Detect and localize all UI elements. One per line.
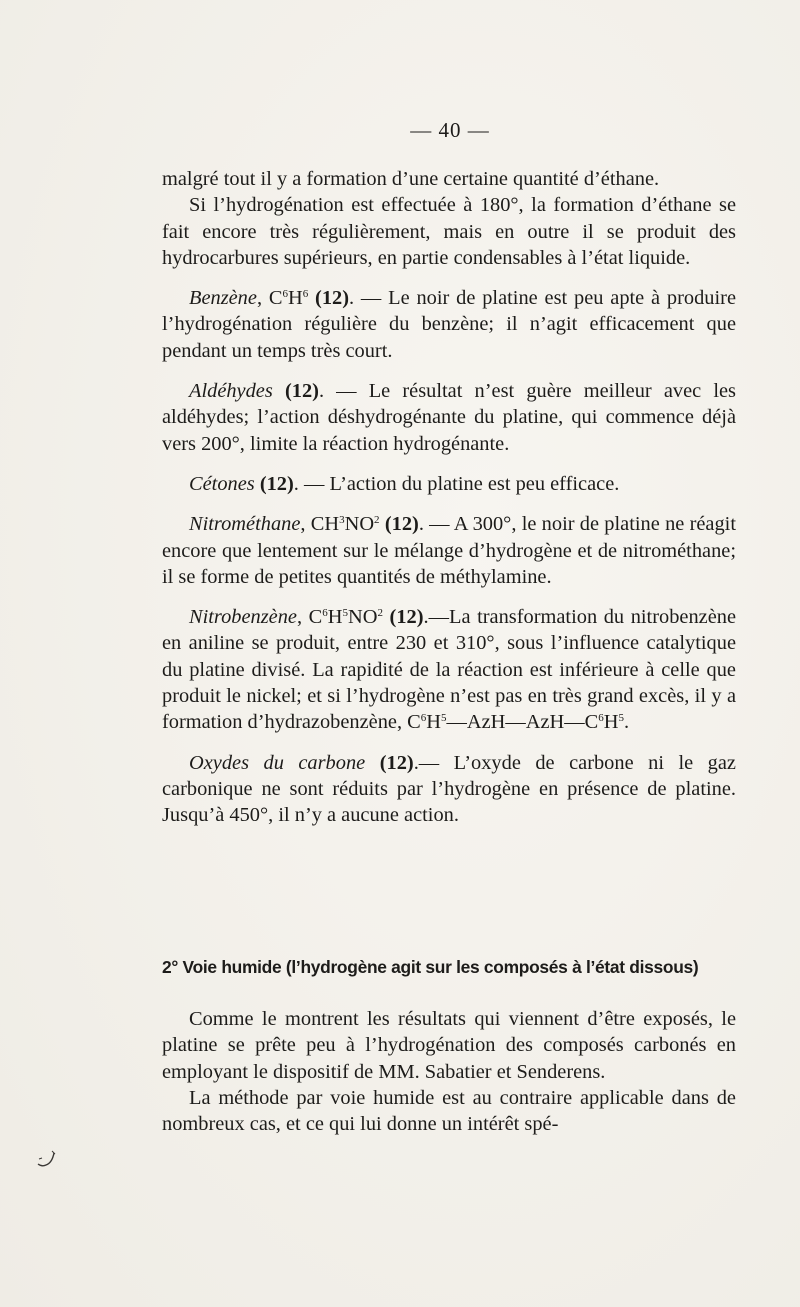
paragraph-nitrobenzene bbox=[162, 604, 736, 735]
formula-superscript: 5 bbox=[618, 712, 624, 725]
formula-part: H bbox=[327, 606, 343, 629]
paragraph-text: .—La transformation du nitrobenzène en aniline se produit, entre 230 et 310°, sous l’influence catalytique du platine divisé. La rapidité de la réaction est inférieure à celle que produit le nickel; et si l’hydrogène n’est pas en très grand excès, il y a formation d’hydrazobenzène, C bbox=[162, 606, 736, 734]
section-text-block bbox=[162, 1006, 736, 1137]
formula-part: H bbox=[426, 711, 441, 734]
page-number: — 40 — bbox=[410, 118, 490, 142]
formula-superscript: 5 bbox=[440, 712, 447, 725]
formula-superscript: 5 bbox=[342, 607, 348, 620]
reference-number: (12) bbox=[389, 606, 424, 629]
paragraph-oxydes bbox=[162, 750, 736, 829]
formula-superscript: 6 bbox=[598, 712, 604, 725]
section-paragraph-1: Comme le montrent les résultats qui viennent d’être exposés, le platine se prête peu à l’hydrogénation des composés carbonés en employant le dispositif de MM. Sabatier et Senderens. bbox=[162, 1008, 736, 1083]
formula-superscript: 6 bbox=[322, 607, 328, 620]
formula-superscript: 2 bbox=[374, 514, 380, 527]
paragraph-text: . — A 300°, le noir de platine ne réagit encore que lentement sur le mélange d’hydrogène et de nitrométhane; il se forme de petites quantités de méthylamine. bbox=[162, 513, 736, 588]
formula-superscript: 6 bbox=[420, 712, 427, 725]
formula-superscript: 2 bbox=[377, 607, 383, 620]
reference-number: (12) bbox=[284, 380, 319, 403]
formula-part: NO bbox=[348, 606, 378, 629]
paragraph-aldehydes bbox=[162, 378, 736, 457]
formula-part: H bbox=[287, 287, 303, 310]
formula-part: NO bbox=[344, 513, 375, 536]
main-text-block bbox=[162, 166, 736, 829]
formula-part: , CH bbox=[300, 513, 340, 536]
formula-part: , C bbox=[296, 606, 323, 629]
compound-name-benzene: Benzène bbox=[189, 287, 257, 310]
paragraph-nitromethane bbox=[162, 511, 736, 590]
formula-superscript: 3 bbox=[339, 514, 345, 527]
compound-name-nitromethane: Nitrométhane bbox=[189, 513, 301, 536]
section-heading: 2° Voie humide (l’hydrogène agit sur les composés à l’état dissous) bbox=[162, 957, 699, 977]
paragraph-text: . — Le noir de platine est peu apte à produire l’hydrogénation régulière du benzène; il n’agit efficacement que pendant un temps très court. bbox=[162, 287, 736, 362]
paragraph-cetones bbox=[162, 471, 736, 497]
paragraph-text: . — Le résultat n’est guère meilleur avec les aldéhydes; l’action déshydrogénante du platine, qui commence déjà vers 200°, limite la réaction hydrogénante. bbox=[162, 380, 736, 455]
formula-part: —AzH—AzH—C bbox=[446, 711, 599, 734]
formula-superscript: 6 bbox=[302, 288, 309, 301]
section-paragraph-2: La méthode par voie humide est au contraire applicable dans de nombreux cas, et ce qui lui donne un intérêt spé- bbox=[162, 1086, 736, 1136]
reference-number: (12) bbox=[384, 513, 419, 536]
paragraph-text: .— L’oxyde de carbone ni le gaz carbonique ne sont réduits par l’hydrogène en présence de platine. Jusqu’à 450°, il n’y a aucune action. bbox=[162, 751, 736, 827]
formula-part: . bbox=[624, 711, 630, 734]
paragraph-benzene bbox=[162, 285, 736, 364]
paragraph-ethane-hydrogenation: Si l’hydrogénation est effectuée à 180°, la formation d’éthane se fait encore très régulièrement, mais en outre il se produit des hydrocarbures supérieurs, en partie condensables à l’état liquide. bbox=[162, 194, 736, 269]
reference-number: (12) bbox=[259, 472, 294, 495]
reference-number: (12) bbox=[379, 751, 414, 774]
compound-name-oxydes: Oxydes du carbone bbox=[189, 751, 366, 774]
compound-name-cetones: Cétones bbox=[189, 472, 255, 495]
formula-part: H bbox=[603, 711, 619, 734]
paragraph-text: . — L’action du platine est peu efficace. bbox=[293, 472, 620, 495]
compound-name-aldehydes: Aldéhydes bbox=[189, 380, 273, 403]
reference-number: (12) bbox=[315, 287, 350, 310]
compound-name-nitrobenzene: Nitrobenzène bbox=[189, 606, 297, 629]
paragraph-continuation: malgré tout il y a formation d’une certaine quantité d’éthane. bbox=[162, 168, 660, 190]
formula-superscript: 6 bbox=[282, 288, 288, 301]
formula-part: , C bbox=[256, 287, 283, 310]
margin-ink-mark bbox=[36, 1148, 58, 1168]
